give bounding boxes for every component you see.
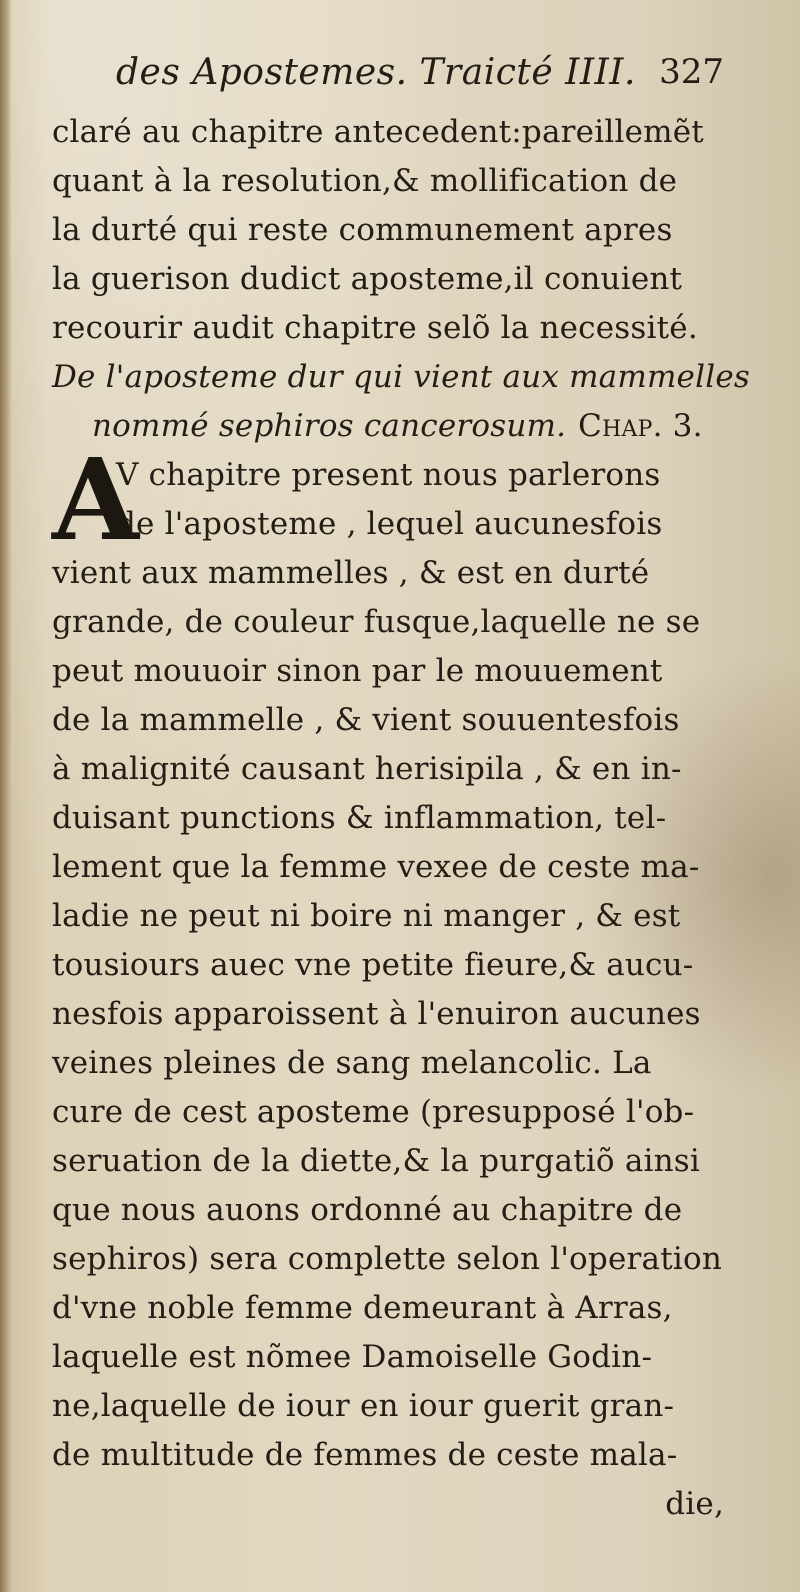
body-line: de l'aposteme , lequel aucunesfois [116,506,663,542]
body-line: la durté qui reste communement apres [52,212,673,248]
body-line: ladie ne peut ni boire ni manger , & est [52,898,681,934]
body-line: lement que la femme vexee de ceste ma- [52,849,700,885]
page-gutter-shadow [0,0,12,1592]
body-line: de multitude de femmes de ceste mala- [52,1437,678,1473]
body-line: recourir audit chapitre selõ la necessité. [52,310,698,346]
chapter-heading-line1: De l'aposteme dur qui vient aux mammelles [52,359,750,395]
chapter-body [52,435,724,1529]
body-line: tousiours auec vne petite fieure,& aucu- [52,947,694,983]
body-line: peut mouuoir sinon par le mouuement [52,653,663,689]
page-number: 327 [659,52,724,92]
body-line: grande, de couleur fusque,laquelle ne se [52,604,701,640]
chapter-heading-line2 [52,402,724,451]
body-line: sephiros) sera complette selon l'operation [52,1241,723,1277]
body-line: que nous auons ordonné au chapitre de [52,1192,683,1228]
body-line: à malignité causant herisipila , & en in- [52,751,682,787]
body-line: quant à la resolution,& mollification de [52,163,678,199]
body-line: duisant punctions & inflammation, tel- [52,800,667,836]
body-line: d'vne noble femme demeurant à Arras, [52,1290,673,1326]
body-line: claré au chapitre antecedent:pareillemẽt [52,114,704,150]
body-line: laquelle est nõmee Damoiselle Godin- [52,1339,653,1375]
body-line: de la mammelle , & vient souuentesfois [52,702,680,738]
body-line: veines pleines de sang melancolic. La [52,1045,652,1081]
chapter-heading-text: nommé sephiros cancerosum. [92,408,567,444]
running-head [52,52,724,108]
body-line: seruation de la diette,& la purgatiõ ainsi [52,1143,701,1179]
text-block [52,52,750,1529]
catchword: die, [665,1486,724,1522]
body-line: nesfois apparoissent à l'enuiron aucunes [52,996,701,1032]
body-line: V chapitre present nous parlerons [116,457,661,493]
running-head-title: des Apostemes. Traicté IIII. [116,52,636,93]
body-line: la guerison dudict aposteme,il conuient [52,261,683,297]
body-line: ne,laquelle de iour en iour guerit gran- [52,1388,675,1424]
chapter-number: Chap. 3. [578,408,703,444]
body-line: vient aux mammelles , & est en durté [52,555,650,591]
drop-cap: A [52,435,139,566]
body-line: cure de cest aposteme (presupposé l'ob- [52,1094,695,1130]
